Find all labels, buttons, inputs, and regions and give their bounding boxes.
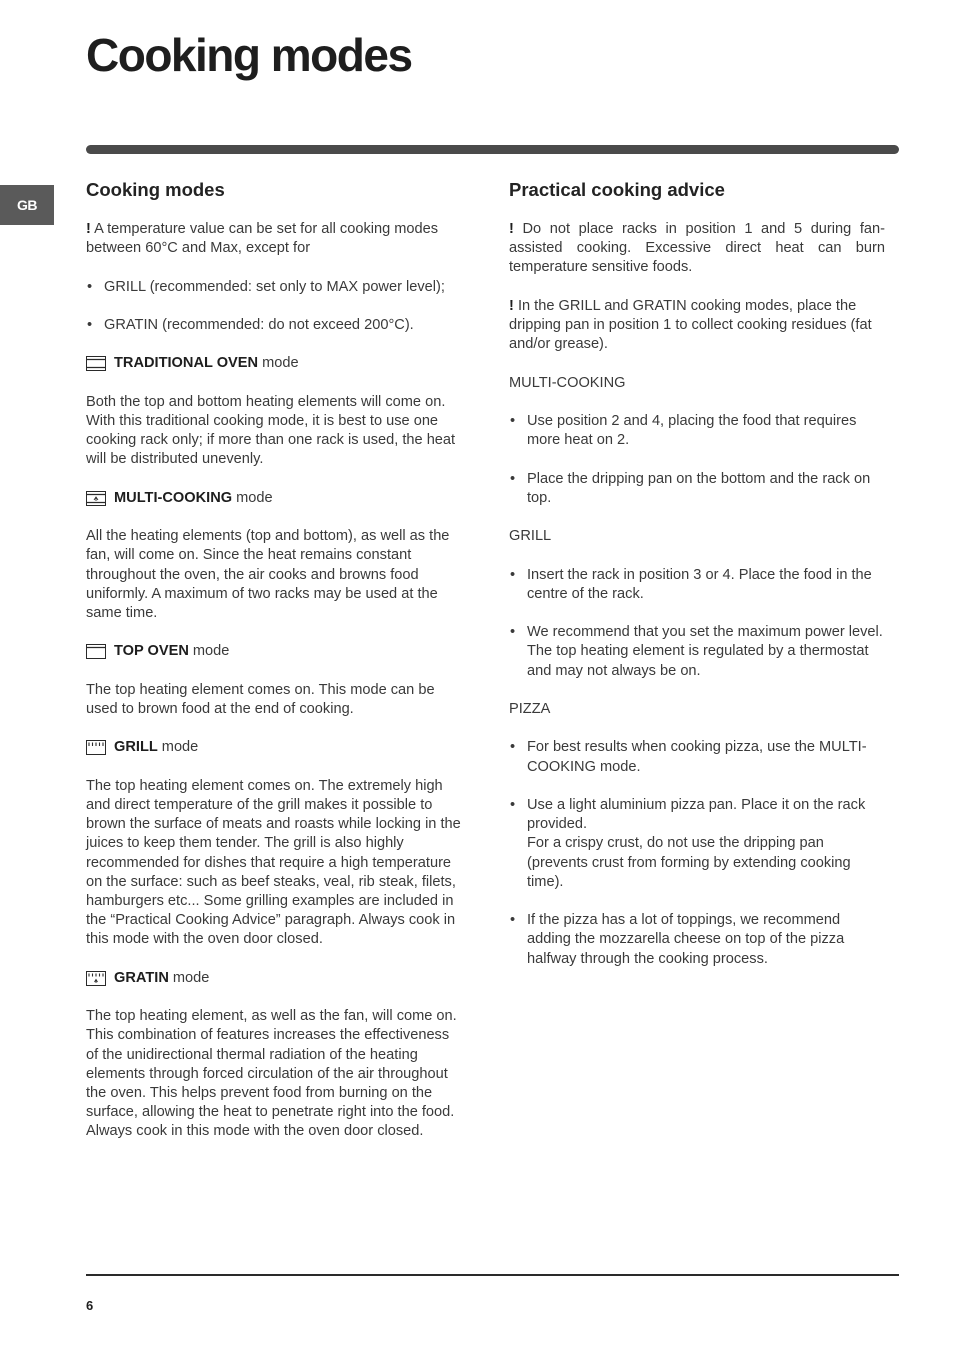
- pan-note: For a crispy crust, do not use the dripping pan (prevents crust from forming by extending cooking time).: [527, 835, 851, 890]
- advice-note: ! In the GRILL and GRATIN cooking modes, place the dripping pan in position 1 to collect cooking residues (fat and/or grease).: [509, 297, 872, 353]
- top-oven-icon: [86, 644, 106, 659]
- mode-name: TOP OVEN: [114, 643, 189, 660]
- list-item: • GRILL (recommended: set only to MAX power level);: [86, 278, 462, 297]
- mode-suffix: mode: [236, 489, 273, 506]
- mode-multi-cooking: [86, 489, 462, 508]
- mode-description: The top heating element comes on. This mode can be used to brown food at the end of cooking.: [86, 681, 435, 717]
- section-title: GRILL: [509, 528, 552, 545]
- list-item: • Insert the rack in position 3 or 4. Place the food in the centre of the rack.: [509, 566, 885, 604]
- cooking-modes-heading: Cooking modes: [86, 179, 225, 200]
- list-item: • Place the dripping pan on the bottom and the rack on top.: [509, 470, 885, 508]
- warning-mark: !: [86, 221, 91, 237]
- grill-icon: [86, 740, 106, 755]
- mode-suffix: mode: [161, 739, 199, 756]
- page-title: Cooking modes: [86, 29, 412, 81]
- section-title: PIZZA: [509, 700, 551, 717]
- gratin-icon: [86, 971, 106, 986]
- pizza-advice-list: [509, 738, 885, 968]
- list-item: • Use a light aluminium pizza pan. Place it on the rack provided. For a crispy crust, do not use the dripping pan (prevents crust from forming by extending cooking time).: [509, 796, 885, 892]
- mode-name: MULTI-COOKING: [114, 489, 233, 506]
- list-item: • For best results when cooking pizza, use the MULTI-COOKING mode.: [509, 738, 885, 776]
- mode-traditional-oven: [86, 354, 462, 373]
- mode-grill: [86, 738, 462, 757]
- mode-suffix: mode: [262, 355, 299, 372]
- exceptions-list: [86, 278, 462, 336]
- traditional-oven-icon: [86, 356, 106, 371]
- mode-description: The top heating element, as well as the fan, will come on. This combination of features increases the effectiveness of the unidirectional thermal radiation of the heating elements through forced circulation of the air throughout the oven. This helps prevent food from burning on the surface, allowing the heat to penetrate right into the food. Always cook in this mode with the oven door closed.: [86, 1008, 457, 1140]
- list-item: • We recommend that you set the maximum power level. The top heating element is regulated by a thermostat and may not always be on.: [509, 623, 885, 681]
- advice-note: ! Do not place racks in position 1 and 5 during fan-assisted cooking. Excessive direct heat can burn temperature sensitive foods.: [509, 221, 885, 276]
- mode-description: The top heating element comes on. The extremely high and direct temperature of the grill makes it possible to brown the surface of meats and roasts while locking in the juices to keep them tender. The grill is also highly recommended for dishes that require a high temperature on the surface: such as beef steaks, veal, rib steak, filets, hamburgers etc... Some grilling examples are included in the “Practical Cooking Advice” paragraph. Always cook in this mode with the oven door closed.: [86, 777, 461, 948]
- list-item: • GRATIN (recommended: do not exceed 200°C).: [86, 316, 462, 335]
- page-number: 6: [86, 1298, 94, 1313]
- mode-name: GRATIN: [114, 969, 169, 986]
- mode-suffix: mode: [172, 969, 210, 986]
- mode-name: GRILL: [114, 739, 158, 756]
- footer-divider: [86, 1274, 899, 1276]
- mode-name: TRADITIONAL OVEN: [114, 355, 259, 372]
- header-divider: [86, 145, 899, 154]
- cooking-modes-column: [86, 178, 462, 1161]
- warning-mark: !: [509, 221, 514, 237]
- grill-advice-list: [509, 566, 885, 681]
- section-title: MULTI-COOKING: [509, 374, 626, 391]
- mode-top-oven: [86, 642, 462, 661]
- mode-description: All the heating elements (top and bottom), as well as the fan, will come on. Since the heat remains constant throughout the oven, the air cooks and browns food uniformly. A maximum of two racks may be used at the same time.: [86, 528, 450, 621]
- multi-cooking-icon: [86, 491, 106, 506]
- practical-advice-heading: Practical cooking advice: [509, 179, 725, 200]
- intro-paragraph: ! A temperature value can be set for all cooking modes between 60°C and Max, except for: [86, 221, 439, 257]
- warning-mark: !: [509, 297, 514, 314]
- list-item: • If the pizza has a lot of toppings, we recommend adding the mozzarella cheese on top of the pizza halfway through the cooking process.: [509, 911, 885, 969]
- multi-cooking-advice-list: [509, 412, 885, 508]
- practical-advice-column: [509, 178, 885, 988]
- mode-suffix: mode: [192, 643, 230, 660]
- mode-gratin: [86, 969, 462, 988]
- mode-description: Both the top and bottom heating elements will come on. With this traditional cooking mode, it is best to use one cooking rack only; if more than one rack is used, the heat will be distributed unevenly.: [86, 393, 456, 468]
- language-tab: GB: [0, 185, 54, 225]
- list-item: • Use position 2 and 4, placing the food that requires more heat on 2.: [509, 412, 885, 450]
